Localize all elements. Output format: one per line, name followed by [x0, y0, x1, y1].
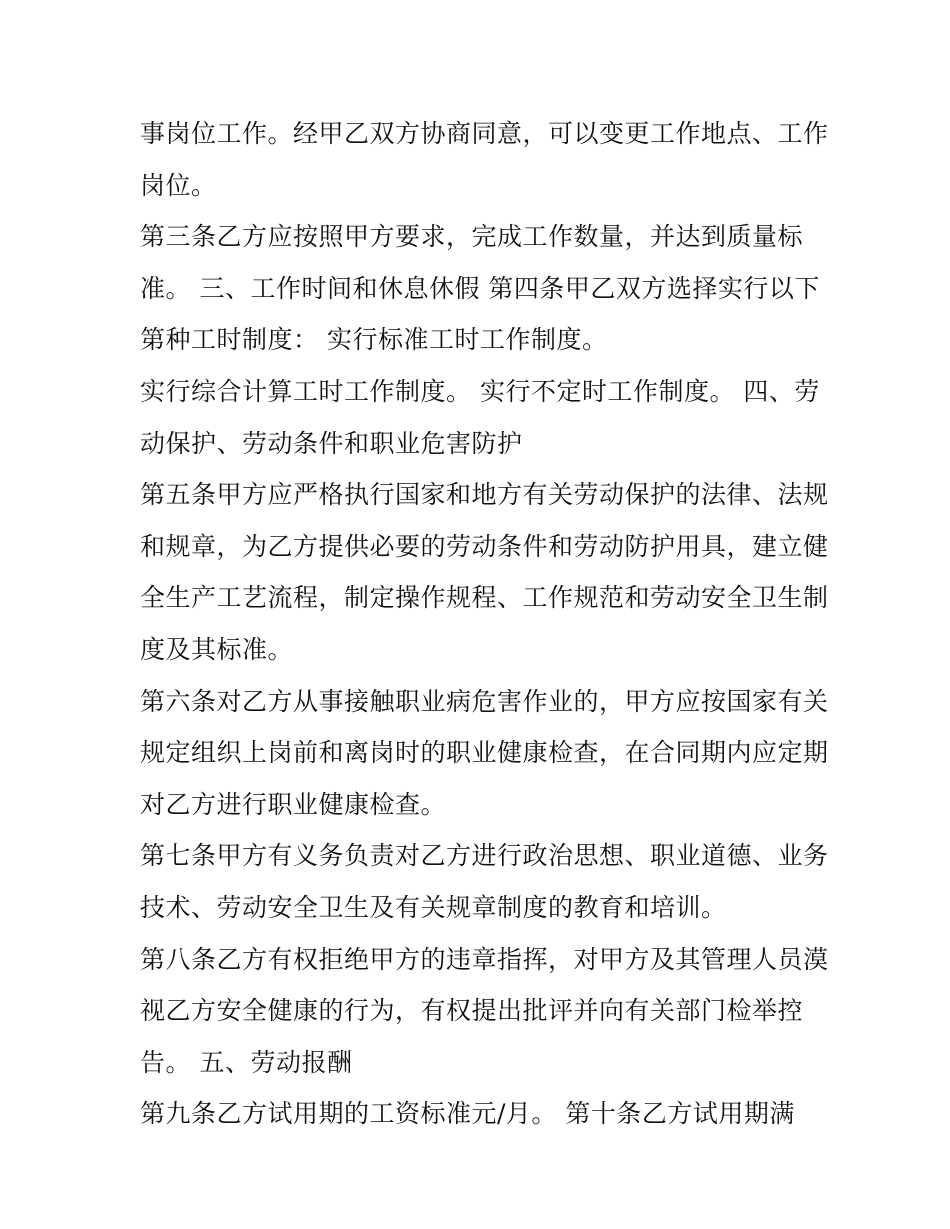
text-line: 规定组织上岗前和离岗时的职业健康检查，在合同期内应定期 — [140, 738, 829, 768]
text-line: 度及其标准。 — [140, 634, 294, 664]
text-line: 准。 三、工作时间和休息休假 第四条甲乙双方选择实行以下 — [140, 273, 820, 303]
text-line: 实行综合计算工时工作制度。 实行不定时工作制度。 四、劳 — [140, 376, 820, 406]
text-line: 第七条甲方有义务负责对乙方进行政治思想、职业道德、业务 — [140, 841, 829, 871]
text-line: 全生产工艺流程，制定操作规程、工作规范和劳动安全卫生制 — [140, 583, 829, 613]
text-line: 事岗位工作。经甲乙双方协商同意，可以变更工作地点、工作 — [140, 119, 829, 148]
text-line: 第八条乙方有权拒绝甲方的违章指挥，对甲方及其管理人员漠 — [140, 944, 829, 974]
text-line: 告。 五、劳动报酬 — [140, 1047, 353, 1077]
text-line: 第六条对乙方从事接触职业病危害作业的，甲方应按国家有关 — [140, 686, 829, 716]
document-body — [140, 108, 829, 1140]
text-line: 技术、劳动安全卫生及有关规章制度的教育和培训。 — [140, 892, 727, 922]
text-line: 第九条乙方试用期的工资标准元/月。 第十条乙方试用期满 — [140, 1099, 795, 1129]
text-line: 岗位。 — [140, 170, 217, 200]
text-line: 第种工时制度： 实行标准工时工作制度。 — [140, 325, 608, 355]
text-line: 动保护、劳动条件和职业危害防护 — [140, 428, 523, 458]
text-line: 视乙方安全健康的行为，有权提出批评并向有关部门检举控 — [140, 996, 804, 1026]
text-line: 第三条乙方应按照甲方要求，完成工作数量，并达到质量标 — [140, 222, 804, 252]
text-line: 第五条甲方应严格执行国家和地方有关劳动保护的法律、法规 — [140, 480, 829, 510]
text-line: 对乙方进行职业健康检查。 — [140, 789, 447, 819]
text-line: 和规章，为乙方提供必要的劳动条件和劳动防护用具，建立健 — [140, 531, 829, 561]
